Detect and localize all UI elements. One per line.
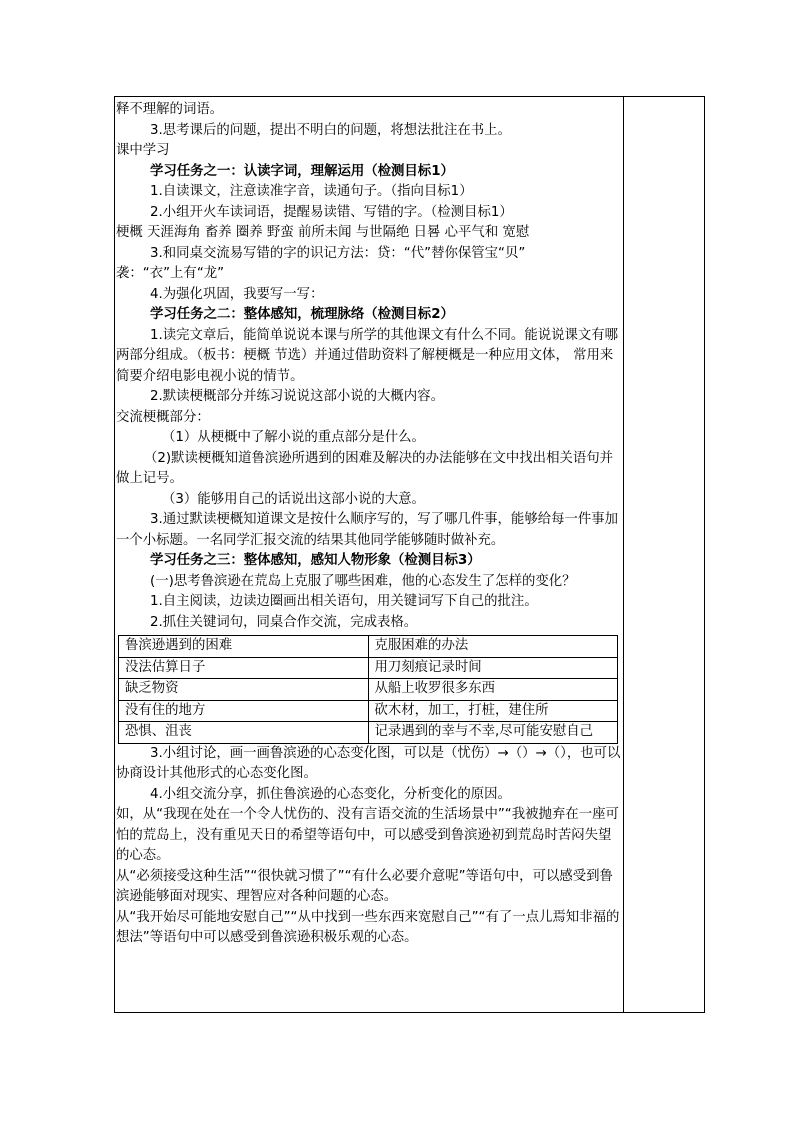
text-line: 4.为强化巩固，我要写一写： [150,286,324,302]
table-header-row [119,636,618,658]
task-title-2: 学习任务之二：整体感知，梳理脉络（检测目标2） [150,307,454,322]
table-cell: 恐惧、沮丧 [119,722,369,744]
task-title-3: 学习任务之三：整体感知，感知人物形象（检测目标3） [150,553,481,568]
text-line: 释不理解的词语。 [116,102,224,117]
text-line: 1.自主阅读，边读边圈画出相关语句，用关键词写下自己的批注。 [150,594,538,609]
text-line: 交流梗概部分： [116,409,210,425]
text-line: 1.自读课文，注意读准字音，读通句子。（指向目标1） [150,184,473,199]
paragraph: 从“我开始尽可能地安慰自己”“从中找到一些东西来宽慰自己”“有了一点儿焉知非福的想法”等语句中可以感受到鲁滨逊积极乐观的心态。 [116,909,620,945]
text-line: 袭：“衣”上有“龙” [116,266,225,281]
lesson-content [116,100,621,949]
paragraph: 如，从“我现在处在一个令人忧伤的、没有言语交流的生活场景中”“我被抛弃在一座可怕的荒岛上，没有重见天日的希望等语句中，可以感受到鲁滨逊初到荒岛时苦闷失望的心态。 [116,807,619,863]
difficulty-table [118,635,618,744]
table-cell: 缺乏物资 [119,679,369,701]
table-cell: 没有住的地方 [119,700,369,722]
text-line: 3.思考课后的问题，提出不明白的问题，将想法批注在书上。 [150,122,511,138]
vocabulary-list: 梗概 天涯海角 畜养 圈养 野蛮 前所未闻 与世隔绝 日晷 心平气和 宽慰 [116,225,530,240]
text-line: 2.小组开火车读词语，提醒易读错、写错的字。（检测目标1） [150,204,513,220]
text-line: 2.抓住关键词句，同桌合作交流，完成表格。 [150,614,418,630]
text-line: 4.小组交流分享，抓住鲁滨逊的心态变化，分析变化的原因。 [150,786,511,802]
table-cell: 从船上收罗很多东西 [368,679,618,701]
table-row [119,657,618,679]
table-header: 鲁滨逊遇到的困难 [119,636,369,658]
paragraph: (一)思考鲁滨逊在荒岛上克服了哪些困难，他的心态发生了怎样的变化？ [150,573,576,589]
text-line: （3）能够用自己的话说出这部小说的大意。 [162,491,425,507]
paragraph: 3.小组讨论，画一画鲁滨逊的心态变化图，可以是（忧伤）→（）→（），也可以协商设计其他形式的心态变化图。 [116,745,621,781]
table-cell: 没法估算日子 [119,657,369,679]
paragraph: 1.读完文章后，能简单说说本课与所学的其他课文有什么不同。能说说课文有哪两部分组成。（板书：梗概 节选）并通过借助资料了解梗概是一种应用文体， 常用来简要介绍电影电视小说的情节。 [116,327,619,384]
task-title-1: 学习任务之一：认读字词，理解运用（检测目标1） [150,163,454,179]
text-line: 2.默读梗概部分并练习说说这部小说的大概内容。 [150,389,444,404]
paragraph: （2)默读梗概知道鲁滨逊所遇到的困难及解决的办法能够在文中找出相关语句并做上记号。 [116,450,614,486]
column-divider [623,96,624,1013]
text-line: 3.和同桌交流易写错的字的识记方法：贷：“代”替你保管宝“贝” [150,245,526,261]
section-heading: 课中学习 [116,143,170,158]
table-cell: 砍木材，加工，打桩，建住所 [368,700,618,722]
table-row [119,679,618,701]
paragraph: 从“必须接受这种生活”“很快就习惯了”“有什么必要介意呢”等语句中，可以感受到鲁滨逊能够面对现实、理智应对各种问题的心态。 [116,868,613,904]
table-row [119,700,618,722]
paragraph: 3.通过默读梗概知道课文是按什么顺序写的，写了哪几件事，能够给每一件事加一个小标题。一名同学汇报交流的结果其他同学能够随时做补充。 [116,512,619,548]
text-line: （1）从梗概中了解小说的重点部分是什么。 [162,430,425,445]
table-header: 克服困难的办法 [368,636,618,658]
table-row [119,722,618,744]
table-cell: 记录遇到的幸与不幸,尽可能安慰自己 [368,722,618,744]
table-cell: 用刀刻痕记录时间 [368,657,618,679]
